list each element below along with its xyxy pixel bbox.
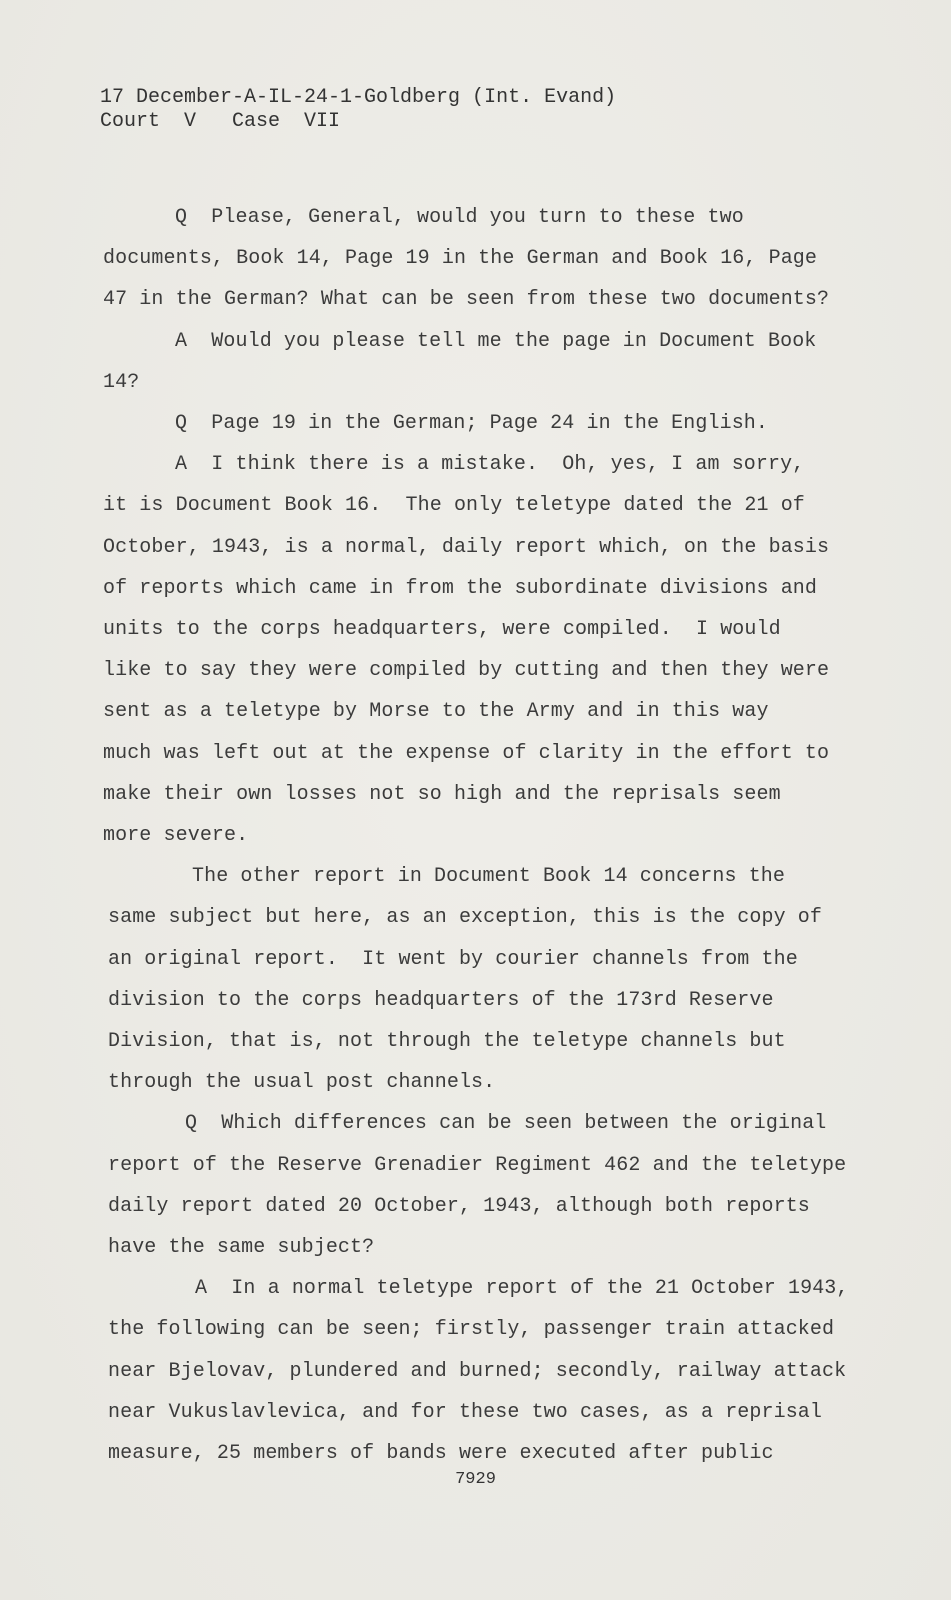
header-line-1: 17 December-A-IL-24-1-Goldberg (Int. Evand)	[100, 86, 617, 109]
paragraph-line: 47 in the German? What can be seen from these two documents?	[103, 288, 830, 312]
paragraph-line: the following can be seen; firstly, passenger train attacked	[108, 1318, 835, 1342]
paragraph-line: same subject but here, as an exception, this is the copy of	[108, 906, 823, 930]
paragraph-first-line: Q Please, General, would you turn to these two	[175, 206, 744, 229]
paragraph-line: near Bjelovav, plundered and burned; secondly, railway attack	[108, 1359, 847, 1383]
paragraph-line: daily report dated 20 October, 1943, although both reports	[108, 1194, 810, 1218]
paragraph-first-line: The other report in Document Book 14 concerns the	[192, 865, 785, 889]
paragraph-line: it is Document Book 16. The only teletype dated the 21 of	[103, 494, 805, 518]
paragraph-line: units to the corps headquarters, were compiled. I would	[103, 618, 781, 641]
paragraph-line: have the same subject?	[108, 1236, 375, 1259]
paragraph-first-line: A Would you please tell me the page in Document Book	[175, 329, 817, 353]
paragraph-line: like to say they were compiled by cutting and then they were	[103, 659, 830, 683]
paragraph-first-line: Q Page 19 in the German; Page 24 in the English.	[175, 412, 768, 435]
paragraph-line: Division, that is, not through the teletype channels but	[108, 1030, 786, 1053]
paragraph-line: division to the corps headquarters of the 173rd Reserve	[108, 988, 774, 1012]
paragraph-line: near Vukuslavlevica, and for these two cases, as a reprisal	[108, 1400, 823, 1424]
paragraph-line: an original report. It went by courier channels from the	[108, 947, 798, 971]
paragraph-line: documents, Book 14, Page 19 in the German and Book 16, Page	[103, 247, 818, 271]
paragraph-line: sent as a teletype by Morse to the Army and in this way	[103, 700, 769, 724]
page-number: 7929	[455, 1470, 496, 1489]
paragraph-line: of reports which came in from the subordinate divisions and	[103, 576, 818, 600]
paragraph-line: much was left out at the expense of clarity in the effort to	[103, 741, 830, 765]
paragraph-line: measure, 25 members of bands were executed after public	[108, 1442, 774, 1465]
paragraph-line: report of the Reserve Grenadier Regiment 462 and the teletype	[108, 1153, 847, 1177]
header-line-2: Court V Case VII	[100, 110, 341, 133]
paragraph-line: 14?	[103, 370, 140, 394]
paragraph-first-line: Q Which differences can be seen between the original	[185, 1112, 827, 1136]
paragraph-first-line: A In a normal teletype report of the 21 October 1943,	[195, 1277, 849, 1301]
paragraph-line: through the usual post channels.	[108, 1071, 496, 1095]
paragraph-first-line: A I think there is a mistake. Oh, yes, I am sorry,	[175, 453, 805, 477]
paragraph-line: October, 1943, is a normal, daily report which, on the basis	[103, 535, 830, 559]
paragraph-line: make their own losses not so high and the reprisals seem	[103, 782, 781, 806]
paragraph-line: more severe.	[103, 824, 249, 847]
